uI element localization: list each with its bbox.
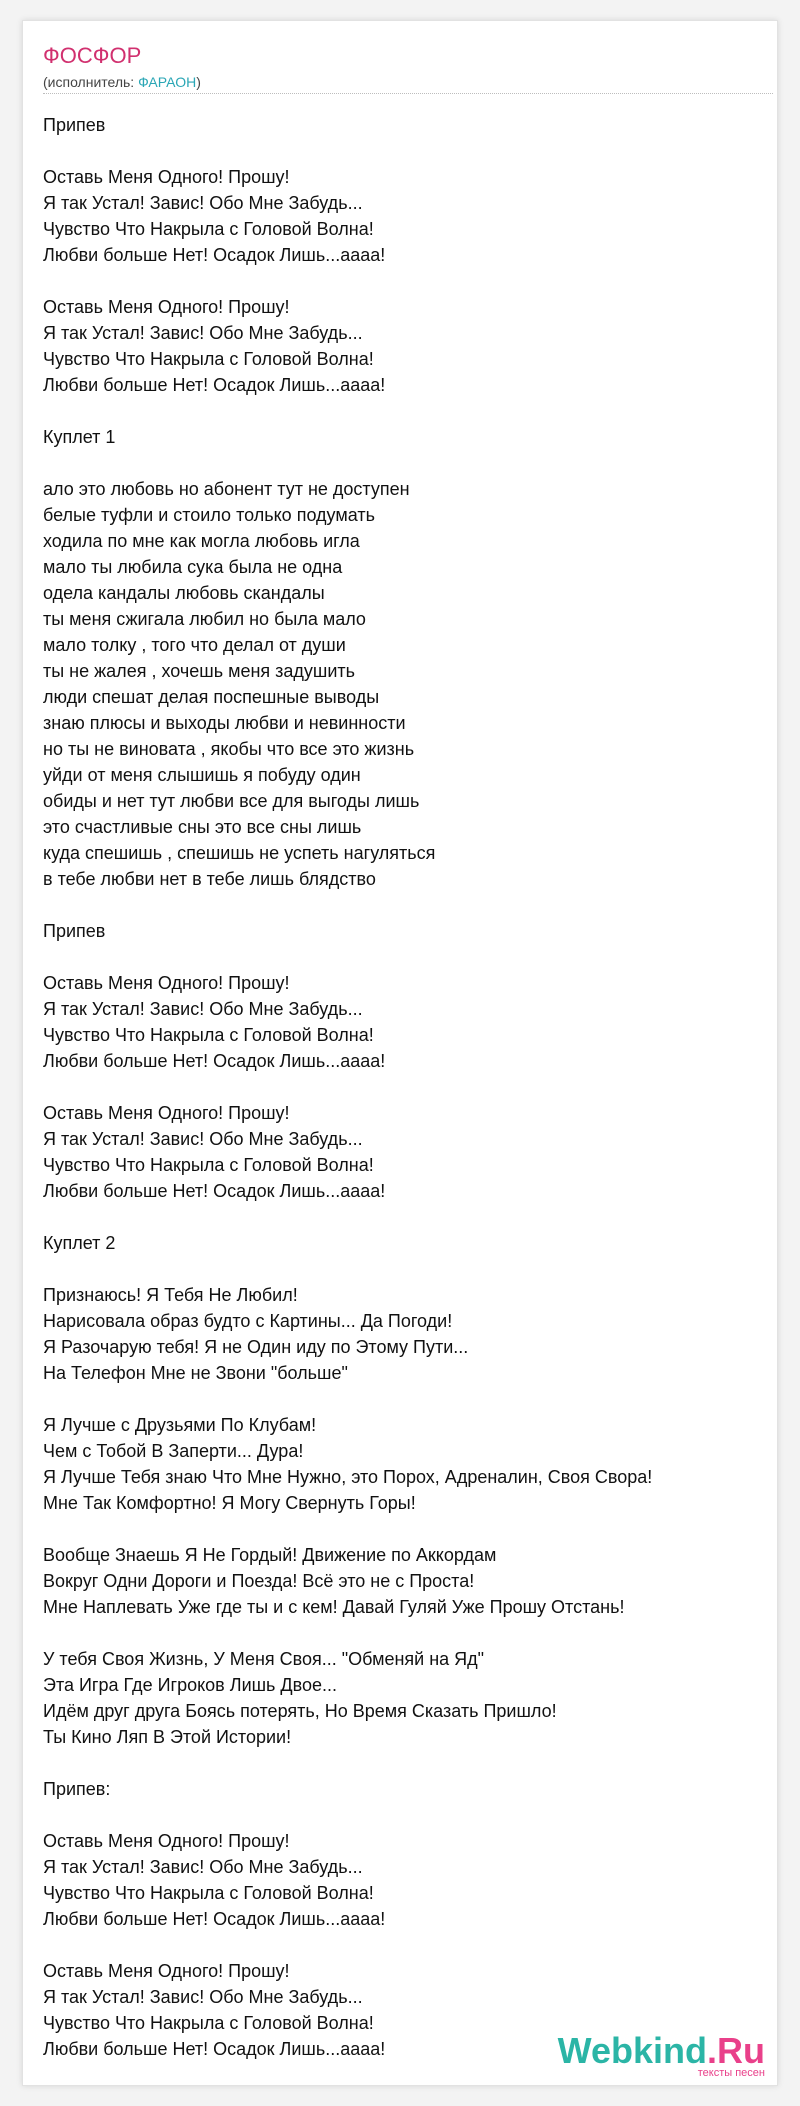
lyric-line xyxy=(43,450,652,476)
lyric-line xyxy=(43,268,652,294)
lyric-line: Я так Устал! Завис! Обо Мне Забудь... xyxy=(43,999,363,1019)
lyric-line xyxy=(43,944,652,970)
lyric-line: Любви больше Нет! Осадок Лишь...аааа! xyxy=(43,375,386,395)
lyric-line: Признаюсь! Я Тебя Не Любил! xyxy=(43,1285,298,1305)
lyric-line: Чувство Что Накрыла с Головой Волна! xyxy=(43,1155,374,1175)
lyric-line: Чувство Что Накрыла с Головой Волна! xyxy=(43,2013,374,2033)
lyric-line: Я так Устал! Завис! Обо Мне Забудь... xyxy=(43,323,363,343)
lyric-line: Я Лучше с Друзьями По Клубам! xyxy=(43,1415,317,1435)
lyric-line: мало толку , того что делал от души xyxy=(43,635,346,655)
artist-suffix: ) xyxy=(196,74,201,90)
lyric-line: Оставь Меня Одного! Прошу! xyxy=(43,167,290,187)
lyric-line: Любви больше Нет! Осадок Лишь...аааа! xyxy=(43,1909,386,1929)
logo-web: Web xyxy=(557,2030,633,2071)
lyric-line: ало это любовь но абонент тут не доступен xyxy=(43,479,410,499)
lyric-line: Любви больше Нет! Осадок Лишь...аааа! xyxy=(43,1181,386,1201)
lyric-line: Оставь Меня Одного! Прошу! xyxy=(43,973,290,993)
lyric-line: На Телефон Мне не Звони "больше" xyxy=(43,1363,348,1383)
lyric-line: Чем с Тобой В Заперти... Дура! xyxy=(43,1441,304,1461)
lyric-line xyxy=(43,138,652,164)
lyric-line: Чувство Что Накрыла с Головой Волна! xyxy=(43,219,374,239)
lyric-line: Я так Устал! Завис! Обо Мне Забудь... xyxy=(43,193,363,213)
lyric-line: Мне Наплевать Уже где ты и с кем! Давай Гуляй Уже Прошу Отстань! xyxy=(43,1597,625,1617)
lyric-line xyxy=(43,1932,652,1958)
lyric-line: Вообще Знаешь Я Не Гордый! Движение по Аккордам xyxy=(43,1545,497,1565)
lyric-line: Припев xyxy=(43,115,106,135)
lyric-line: Оставь Меня Одного! Прошу! xyxy=(43,1831,290,1851)
artist-link[interactable]: ФАРАОН xyxy=(138,74,197,90)
song-title: ФОСФОР xyxy=(43,43,142,68)
lyric-line: Куплет 1 xyxy=(43,427,116,447)
lyric-line: Идём друг друга Боясь потерять, Но Время Сказать Пришло! xyxy=(43,1701,557,1721)
lyric-line: одела кандалы любовь скандалы xyxy=(43,583,325,603)
lyric-line: люди спешат делая поспешные выводы xyxy=(43,687,380,707)
lyric-line: Чувство Что Накрыла с Головой Волна! xyxy=(43,1025,374,1045)
lyric-line xyxy=(43,1256,652,1282)
lyric-line xyxy=(43,398,652,424)
lyric-line xyxy=(43,1750,652,1776)
lyric-line: Оставь Меня Одного! Прошу! xyxy=(43,1961,290,1981)
header-divider xyxy=(43,93,773,94)
lyric-line: уйди от меня слышишь я побуду один xyxy=(43,765,361,785)
lyric-line: ты меня сжигала любил но была мало xyxy=(43,609,366,629)
lyric-line xyxy=(43,1802,652,1828)
lyric-line: Любви больше Нет! Осадок Лишь...аааа! xyxy=(43,2039,386,2059)
lyric-line: Я Лучше Тебя знаю Что Мне Нужно, это Порох, Адреналин, Своя Свора! xyxy=(43,1467,653,1487)
lyric-line: У тебя Своя Жизнь, У Меня Своя... "Обменяй на Яд" xyxy=(43,1649,485,1669)
lyric-line: куда спешишь , спешишь не успеть нагуляться xyxy=(43,843,436,863)
lyric-line xyxy=(43,892,652,918)
lyric-line: Мне Так Комфортно! Я Могу Свернуть Горы! xyxy=(43,1493,416,1513)
lyric-line: Припев: xyxy=(43,1779,111,1799)
lyric-line: Вокруг Одни Дороги и Поезда! Всё это не с Проста! xyxy=(43,1571,475,1591)
lyric-line: Нарисовала образ будто с Картины... Да Погоди! xyxy=(43,1311,453,1331)
lyrics-body xyxy=(43,112,652,2062)
logo-ru: .Ru xyxy=(707,2030,765,2071)
lyric-line: Оставь Меня Одного! Прошу! xyxy=(43,297,290,317)
lyric-line: ты не жалея , хочешь меня задушить xyxy=(43,661,356,681)
lyric-line: мало ты любила сука была не одна xyxy=(43,557,343,577)
lyric-line: Я Разочарую тебя! Я не Один иду по Этому Пути... xyxy=(43,1337,469,1357)
lyric-line: ходила по мне как могла любовь игла xyxy=(43,531,360,551)
lyric-line: знаю плюсы и выходы любви и невинности xyxy=(43,713,406,733)
lyric-line xyxy=(43,1204,652,1230)
lyric-line xyxy=(43,1074,652,1100)
lyric-line: Куплет 2 xyxy=(43,1233,116,1253)
lyric-line xyxy=(43,1620,652,1646)
lyric-line: Оставь Меня Одного! Прошу! xyxy=(43,1103,290,1123)
lyric-line xyxy=(43,1386,652,1412)
lyric-line: Любви больше Нет! Осадок Лишь...аааа! xyxy=(43,245,386,265)
webkind-logo xyxy=(558,2031,765,2079)
lyric-line: Я так Устал! Завис! Обо Мне Забудь... xyxy=(43,1129,363,1149)
lyric-line: белые туфли и стоило только подумать xyxy=(43,505,375,525)
lyrics-card xyxy=(22,20,778,2086)
lyric-line: Ты Кино Ляп В Этой Истории! xyxy=(43,1727,292,1747)
lyric-line: Эта Игра Где Игроков Лишь Двое... xyxy=(43,1675,338,1695)
logo-tagline: тексты песен xyxy=(697,2067,765,2079)
lyric-line: Я так Устал! Завис! Обо Мне Забудь... xyxy=(43,1857,363,1877)
lyric-line: в тебе любви нет в тебе лишь блядство xyxy=(43,869,376,889)
lyric-line: это счастливые сны это все сны лишь xyxy=(43,817,362,837)
lyric-line: но ты не виновата , якобы что все это жизнь xyxy=(43,739,415,759)
lyric-line: Припев xyxy=(43,921,106,941)
logo-kind: kind xyxy=(632,2030,707,2071)
lyric-line: Я так Устал! Завис! Обо Мне Забудь... xyxy=(43,1987,363,2007)
lyric-line: Чувство Что Накрыла с Головой Волна! xyxy=(43,349,374,369)
artist-prefix: (исполнитель: xyxy=(43,74,139,90)
artist-line xyxy=(43,73,201,91)
lyric-line xyxy=(43,1516,652,1542)
lyric-line: Любви больше Нет! Осадок Лишь...аааа! xyxy=(43,1051,386,1071)
lyric-line: обиды и нет тут любви все для выгоды лишь xyxy=(43,791,420,811)
lyric-line: Чувство Что Накрыла с Головой Волна! xyxy=(43,1883,374,1903)
